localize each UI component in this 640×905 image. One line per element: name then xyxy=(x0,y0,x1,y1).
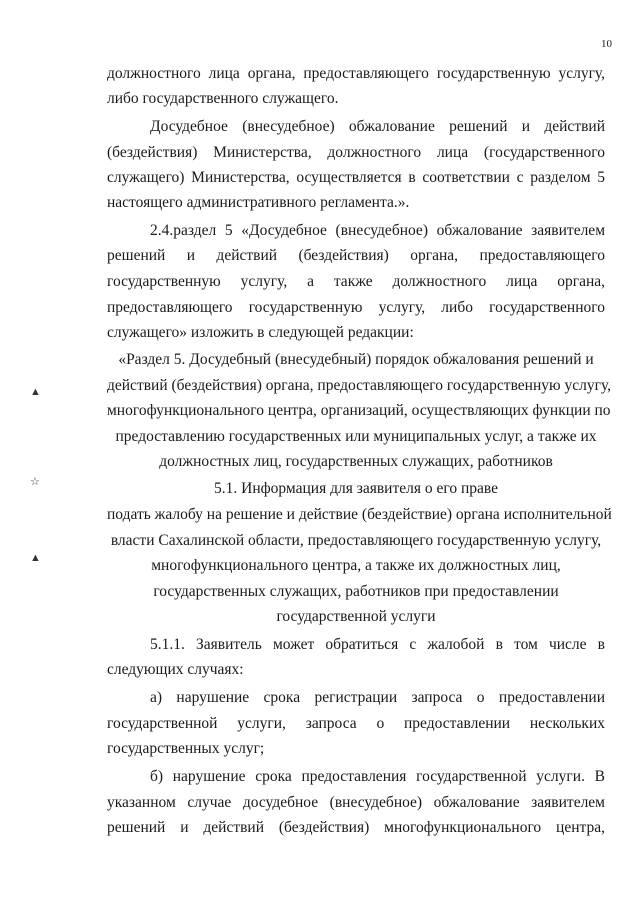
text-line: следующих случаях: xyxy=(107,661,244,678)
section-heading-line: должностных лиц, государственных служащих, работников xyxy=(159,453,553,470)
subsection-heading-line: 5.1. Информация для заявителя о его праве xyxy=(214,480,498,497)
margin-mark: ▲ xyxy=(30,552,41,564)
text-line: должностного лица органа, предоставляющего государственную услугу, xyxy=(107,65,605,82)
subsection-heading-line: власти Сахалинской области, предоставляющего государственную услугу, xyxy=(110,532,602,549)
margin-mark: ▲ xyxy=(30,386,41,398)
text-line: служащего» изложить в следующей редакции: xyxy=(107,324,414,341)
text-line: (бездействия) Министерства, должностного лица (государственного xyxy=(107,144,605,161)
text-line: решений и действий (бездействия) органа, предоставляющего xyxy=(107,247,605,264)
text-line: предоставляющего государственную услугу, либо государственного xyxy=(107,299,605,316)
subsection-heading-line: государственной услуги xyxy=(276,608,436,625)
text-line: настоящего административного регламента.». xyxy=(107,194,410,211)
text-line: государственной услуги, запроса о предоставлении нескольких xyxy=(107,715,605,732)
subsection-heading-line: государственных служащих, работников при предоставлении xyxy=(153,583,559,600)
section-heading-line: действий (бездействия) органа, предоставляющего государственную услугу, xyxy=(107,377,612,394)
subsection-heading-line: многофункционального центра, а также их должностных лиц, xyxy=(151,557,561,574)
text-line: либо государственного служащего. xyxy=(107,90,339,107)
text-line: решений и действий (бездействия) многофункционального центра, xyxy=(107,819,605,836)
text-line: указанном случае досудебное (внесудебное) обжалование заявителем xyxy=(107,794,605,811)
section-heading-line: «Раздел 5. Досудебный (внесудебный) порядок обжалования решений и xyxy=(118,351,594,368)
text-line: государственных услуг; xyxy=(107,740,265,757)
subsection-heading-line: подать жалобу на решение и действие (бездействие) органа исполнительной xyxy=(107,506,612,523)
text-line: государственную услугу, а также должностного лица органа, xyxy=(107,273,605,290)
text-line: б) нарушение срока предоставления государственной услуги. В xyxy=(150,768,605,785)
page-number: 10 xyxy=(601,38,612,50)
section-heading-line: многофункционального центра, организаций, осуществляющих функции по xyxy=(107,402,611,419)
text-line: 2.4.раздел 5 «Досудебное (внесудебное) обжалование заявителем xyxy=(150,222,605,239)
text-line: а) нарушение срока регистрации запроса о предоставлении xyxy=(150,689,605,706)
text-line: Досудебное (внесудебное) обжалование решений и действий xyxy=(150,118,605,135)
section-heading-line: предоставлению государственных или муниципальных услуг, а также их xyxy=(115,428,597,445)
margin-mark: ☆ xyxy=(30,476,40,488)
text-line: служащего) Министерства, осуществляется в соответствии с разделом 5 xyxy=(107,169,605,186)
text-line: 5.1.1. Заявитель может обратиться с жалобой в том числе в xyxy=(150,636,605,653)
